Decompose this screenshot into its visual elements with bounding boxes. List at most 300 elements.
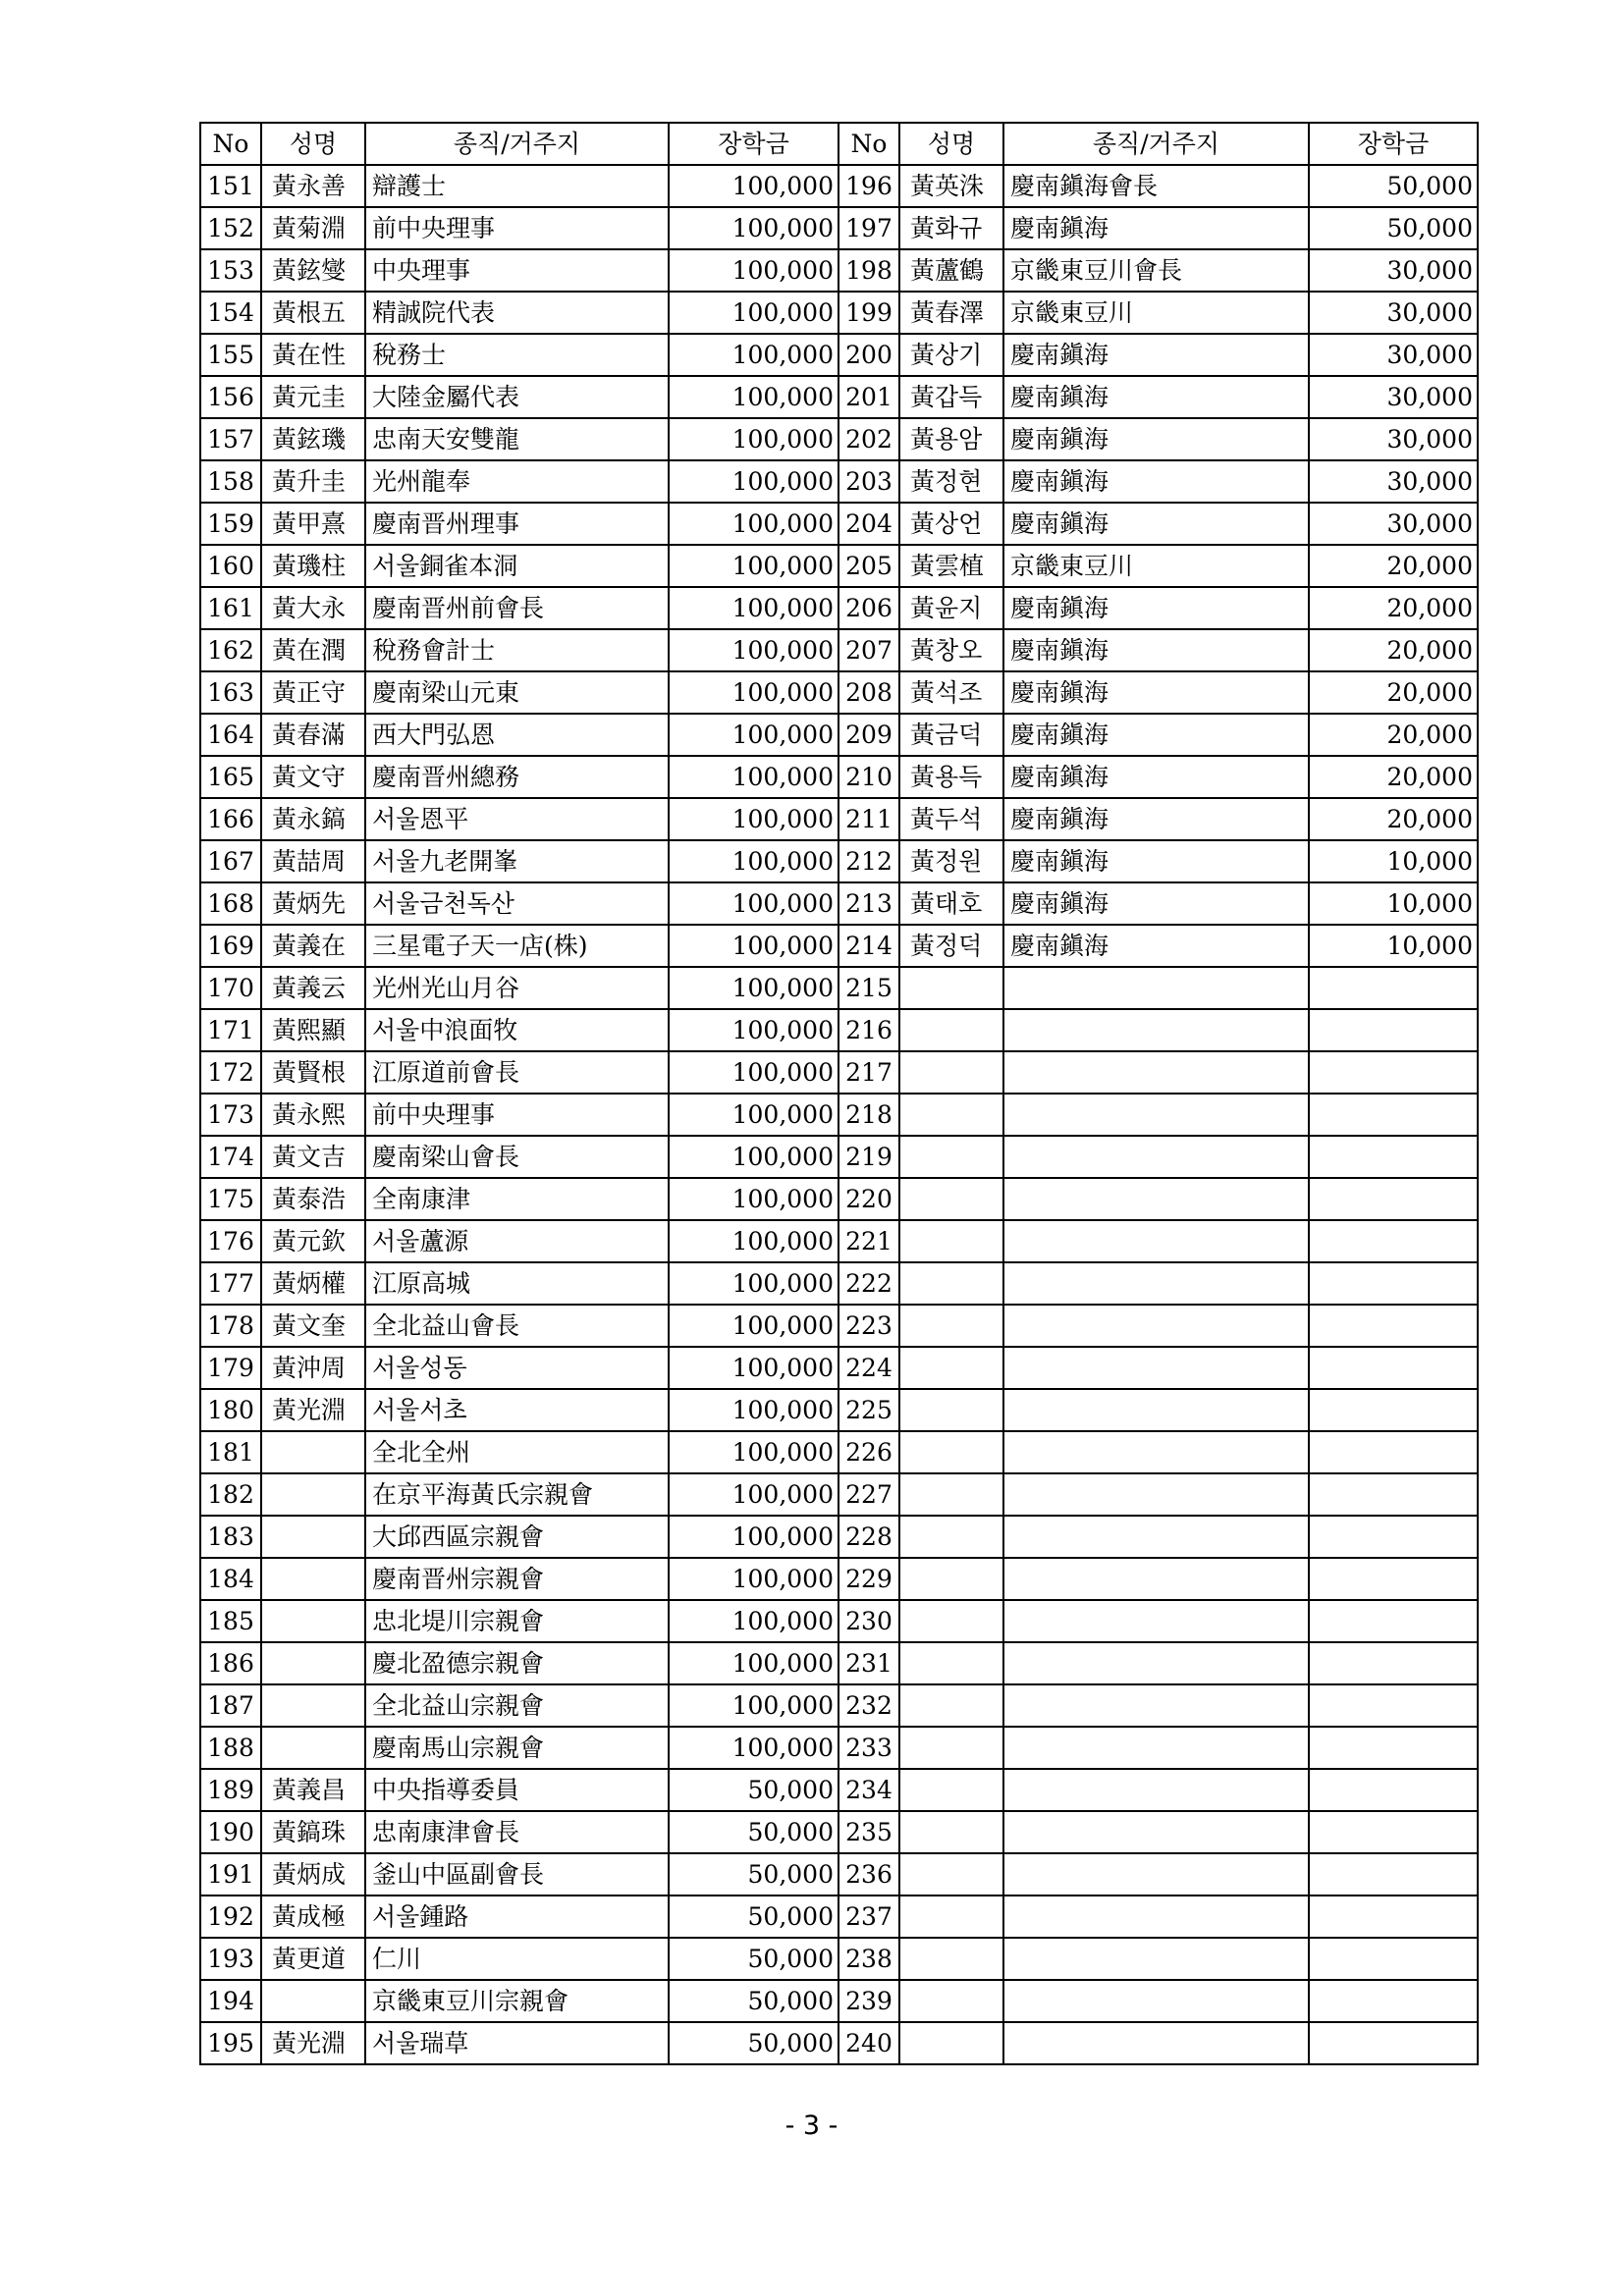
- left-name-cell: [261, 1727, 365, 1769]
- header-row: [200, 123, 1478, 165]
- left-name-cell: 黃文吉: [261, 1136, 365, 1178]
- right-no-cell: 214: [839, 925, 899, 967]
- right-no-cell: 208: [839, 671, 899, 714]
- right-no-cell: 235: [839, 1811, 899, 1853]
- right-name-cell: 黃정덕: [899, 925, 1003, 967]
- right-no-cell: 209: [839, 714, 899, 756]
- right-place-cell: [1003, 1516, 1309, 1558]
- left-amount-cell: 100,000: [669, 1305, 839, 1347]
- left-amount-cell: 100,000: [669, 1389, 839, 1431]
- left-amount-cell: 100,000: [669, 1516, 839, 1558]
- left-name-cell: 黃泰浩: [261, 1178, 365, 1220]
- left-amount-cell: 50,000: [669, 1980, 839, 2022]
- right-place-cell: 慶南鎭海: [1003, 587, 1309, 629]
- left-name-cell: 黃鎬珠: [261, 1811, 365, 1853]
- left-no-cell: 160: [200, 545, 261, 587]
- left-name-cell: 黃光淵: [261, 2022, 365, 2064]
- table-row: [200, 587, 1478, 629]
- right-amount-cell: 20,000: [1309, 629, 1478, 671]
- right-name-cell: [899, 1051, 1003, 1094]
- right-amount-cell: [1309, 2022, 1478, 2064]
- right-no-cell: 233: [839, 1727, 899, 1769]
- left-no-cell: 159: [200, 503, 261, 545]
- table-row: [200, 460, 1478, 503]
- left-name-cell: 黃大永: [261, 587, 365, 629]
- left-name-cell: 黃甲熹: [261, 503, 365, 545]
- right-name-cell: [899, 2022, 1003, 2064]
- right-amount-cell: [1309, 1178, 1478, 1220]
- table-row: [200, 1431, 1478, 1473]
- right-no-cell: 218: [839, 1094, 899, 1136]
- right-place-cell: 慶南鎭海: [1003, 207, 1309, 249]
- table-body: [200, 165, 1478, 2064]
- right-place-cell: 慶南鎭海: [1003, 503, 1309, 545]
- left-name-cell: 黃熙顯: [261, 1009, 365, 1051]
- right-no-cell: 231: [839, 1642, 899, 1684]
- right-place-cell: [1003, 1305, 1309, 1347]
- right-amount-cell: 30,000: [1309, 249, 1478, 292]
- right-amount-cell: [1309, 967, 1478, 1009]
- right-amount-cell: 50,000: [1309, 165, 1478, 207]
- left-no-cell: 192: [200, 1896, 261, 1938]
- left-amount-cell: 100,000: [669, 1136, 839, 1178]
- table-row: [200, 292, 1478, 334]
- right-place-cell: 慶南鎭海會長: [1003, 165, 1309, 207]
- right-no-cell: 236: [839, 1853, 899, 1896]
- left-place-cell: 忠南康津會長: [365, 1811, 669, 1853]
- left-no-cell: 172: [200, 1051, 261, 1094]
- left-amount-cell: 100,000: [669, 1473, 839, 1516]
- right-no-cell: 199: [839, 292, 899, 334]
- right-no-cell: 212: [839, 840, 899, 882]
- left-no-cell: 161: [200, 587, 261, 629]
- right-name-cell: [899, 1220, 1003, 1262]
- right-amount-cell: 20,000: [1309, 587, 1478, 629]
- right-place-cell: 慶南鎭海: [1003, 840, 1309, 882]
- left-no-cell: 178: [200, 1305, 261, 1347]
- right-name-cell: [899, 1516, 1003, 1558]
- left-amount-cell: 100,000: [669, 418, 839, 460]
- right-no-cell: 198: [839, 249, 899, 292]
- table-row: [200, 1009, 1478, 1051]
- left-name-cell: 黃根五: [261, 292, 365, 334]
- left-amount-cell: 100,000: [669, 292, 839, 334]
- right-name-cell: 黃蘆鶴: [899, 249, 1003, 292]
- right-place-cell: 慶南鎭海: [1003, 671, 1309, 714]
- right-no-cell: 222: [839, 1262, 899, 1305]
- right-name-cell: [899, 1811, 1003, 1853]
- right-name-cell: [899, 1938, 1003, 1980]
- left-name-cell: 黃元圭: [261, 376, 365, 418]
- left-place-cell: 在京平海黃氏宗親會: [365, 1473, 669, 1516]
- left-no-cell: 167: [200, 840, 261, 882]
- left-amount-cell: 100,000: [669, 207, 839, 249]
- table-row: [200, 334, 1478, 376]
- right-amount-cell: 30,000: [1309, 503, 1478, 545]
- left-name-cell: 黃璣柱: [261, 545, 365, 587]
- right-amount-cell: [1309, 1896, 1478, 1938]
- left-no-cell: 169: [200, 925, 261, 967]
- right-amount-cell: [1309, 1558, 1478, 1600]
- left-amount-cell: 100,000: [669, 840, 839, 882]
- left-no-cell: 158: [200, 460, 261, 503]
- right-place-cell: [1003, 1769, 1309, 1811]
- header-place: 종직/거주지: [1003, 123, 1309, 165]
- left-amount-cell: 100,000: [669, 460, 839, 503]
- right-name-cell: 黃석조: [899, 671, 1003, 714]
- left-amount-cell: 100,000: [669, 165, 839, 207]
- right-amount-cell: [1309, 1516, 1478, 1558]
- right-amount-cell: 30,000: [1309, 334, 1478, 376]
- left-amount-cell: 100,000: [669, 1642, 839, 1684]
- table-row: [200, 1516, 1478, 1558]
- left-amount-cell: 100,000: [669, 671, 839, 714]
- right-name-cell: [899, 1642, 1003, 1684]
- left-name-cell: [261, 1980, 365, 2022]
- right-amount-cell: 20,000: [1309, 798, 1478, 840]
- right-no-cell: 200: [839, 334, 899, 376]
- right-no-cell: 216: [839, 1009, 899, 1051]
- left-amount-cell: 100,000: [669, 756, 839, 798]
- left-name-cell: [261, 1642, 365, 1684]
- left-name-cell: 黃永熙: [261, 1094, 365, 1136]
- table-row: [200, 671, 1478, 714]
- right-place-cell: [1003, 1051, 1309, 1094]
- left-amount-cell: 100,000: [669, 1684, 839, 1727]
- right-no-cell: 217: [839, 1051, 899, 1094]
- right-place-cell: 慶南鎭海: [1003, 460, 1309, 503]
- left-name-cell: 黃炳先: [261, 882, 365, 925]
- right-no-cell: 237: [839, 1896, 899, 1938]
- left-place-cell: 稅務會計士: [365, 629, 669, 671]
- left-no-cell: 175: [200, 1178, 261, 1220]
- left-no-cell: 186: [200, 1642, 261, 1684]
- table-row: [200, 1811, 1478, 1853]
- left-place-cell: 全南康津: [365, 1178, 669, 1220]
- left-place-cell: 中央理事: [365, 249, 669, 292]
- left-name-cell: [261, 1431, 365, 1473]
- header-amount: 장학금: [1309, 123, 1478, 165]
- left-amount-cell: 100,000: [669, 1727, 839, 1769]
- right-name-cell: [899, 1727, 1003, 1769]
- right-name-cell: [899, 1178, 1003, 1220]
- left-amount-cell: 100,000: [669, 1178, 839, 1220]
- left-no-cell: 153: [200, 249, 261, 292]
- table-row: [200, 1473, 1478, 1516]
- left-no-cell: 163: [200, 671, 261, 714]
- right-name-cell: 黃英洙: [899, 165, 1003, 207]
- left-amount-cell: 100,000: [669, 1558, 839, 1600]
- left-no-cell: 182: [200, 1473, 261, 1516]
- table-row: [200, 925, 1478, 967]
- right-amount-cell: [1309, 1684, 1478, 1727]
- left-amount-cell: 100,000: [669, 882, 839, 925]
- right-no-cell: 221: [839, 1220, 899, 1262]
- left-place-cell: 서울瑞草: [365, 2022, 669, 2064]
- right-no-cell: 211: [839, 798, 899, 840]
- left-amount-cell: 50,000: [669, 1853, 839, 1896]
- left-name-cell: 黃義昌: [261, 1769, 365, 1811]
- table-row: [200, 1094, 1478, 1136]
- left-place-cell: 辯護士: [365, 165, 669, 207]
- right-place-cell: 京畿東豆川: [1003, 292, 1309, 334]
- right-place-cell: 慶南鎭海: [1003, 756, 1309, 798]
- left-no-cell: 179: [200, 1347, 261, 1389]
- table-row: [200, 1051, 1478, 1094]
- right-name-cell: [899, 1094, 1003, 1136]
- left-place-cell: 稅務士: [365, 334, 669, 376]
- right-amount-cell: [1309, 1094, 1478, 1136]
- left-name-cell: 黃春滿: [261, 714, 365, 756]
- right-place-cell: [1003, 1558, 1309, 1600]
- left-no-cell: 188: [200, 1727, 261, 1769]
- table-row: [200, 629, 1478, 671]
- left-place-cell: 中央指導委員: [365, 1769, 669, 1811]
- table-row: [200, 1220, 1478, 1262]
- right-name-cell: 黃태호: [899, 882, 1003, 925]
- left-place-cell: 仁川: [365, 1938, 669, 1980]
- right-place-cell: [1003, 1980, 1309, 2022]
- left-name-cell: 黃在性: [261, 334, 365, 376]
- right-place-cell: [1003, 1727, 1309, 1769]
- left-amount-cell: 100,000: [669, 503, 839, 545]
- left-amount-cell: 100,000: [669, 1094, 839, 1136]
- right-no-cell: 230: [839, 1600, 899, 1642]
- left-name-cell: 黃文奎: [261, 1305, 365, 1347]
- left-place-cell: 서울서초: [365, 1389, 669, 1431]
- right-place-cell: 慶南鎭海: [1003, 925, 1309, 967]
- left-no-cell: 185: [200, 1600, 261, 1642]
- table-row: [200, 1684, 1478, 1727]
- left-place-cell: 大陸金屬代表: [365, 376, 669, 418]
- right-name-cell: [899, 1262, 1003, 1305]
- left-name-cell: 黃元欽: [261, 1220, 365, 1262]
- table-row: [200, 840, 1478, 882]
- left-name-cell: [261, 1558, 365, 1600]
- right-amount-cell: [1309, 1431, 1478, 1473]
- left-no-cell: 166: [200, 798, 261, 840]
- left-no-cell: 195: [200, 2022, 261, 2064]
- right-place-cell: [1003, 1853, 1309, 1896]
- right-amount-cell: [1309, 1347, 1478, 1389]
- table-row: [200, 1896, 1478, 1938]
- left-place-cell: 光州光山月谷: [365, 967, 669, 1009]
- right-place-cell: [1003, 1431, 1309, 1473]
- table-row: [200, 1600, 1478, 1642]
- right-no-cell: 227: [839, 1473, 899, 1516]
- right-no-cell: 219: [839, 1136, 899, 1178]
- left-amount-cell: 100,000: [669, 967, 839, 1009]
- right-amount-cell: [1309, 1642, 1478, 1684]
- left-place-cell: 大邱西區宗親會: [365, 1516, 669, 1558]
- right-place-cell: 京畿東豆川會長: [1003, 249, 1309, 292]
- right-name-cell: [899, 1431, 1003, 1473]
- left-no-cell: 156: [200, 376, 261, 418]
- right-place-cell: [1003, 2022, 1309, 2064]
- left-place-cell: 서울금천독산: [365, 882, 669, 925]
- table-row: [200, 165, 1478, 207]
- table-row: [200, 1727, 1478, 1769]
- left-name-cell: 黃義在: [261, 925, 365, 967]
- left-name-cell: 黃文守: [261, 756, 365, 798]
- left-no-cell: 164: [200, 714, 261, 756]
- right-name-cell: 黃두석: [899, 798, 1003, 840]
- left-place-cell: 서울九老開峯: [365, 840, 669, 882]
- table-row: [200, 1178, 1478, 1220]
- left-amount-cell: 100,000: [669, 1009, 839, 1051]
- left-amount-cell: 50,000: [669, 1769, 839, 1811]
- left-place-cell: 前中央理事: [365, 1094, 669, 1136]
- table-row: [200, 1347, 1478, 1389]
- left-place-cell: 慶南晋州總務: [365, 756, 669, 798]
- left-place-cell: 三星電子天一店(株): [365, 925, 669, 967]
- left-no-cell: 191: [200, 1853, 261, 1896]
- right-no-cell: 210: [839, 756, 899, 798]
- left-place-cell: 서울恩平: [365, 798, 669, 840]
- table-row: [200, 1853, 1478, 1896]
- left-name-cell: 黃菊淵: [261, 207, 365, 249]
- right-amount-cell: 20,000: [1309, 545, 1478, 587]
- right-amount-cell: 20,000: [1309, 671, 1478, 714]
- table-row: [200, 1136, 1478, 1178]
- left-no-cell: 165: [200, 756, 261, 798]
- left-amount-cell: 100,000: [669, 376, 839, 418]
- right-amount-cell: [1309, 1600, 1478, 1642]
- right-no-cell: 204: [839, 503, 899, 545]
- left-name-cell: [261, 1473, 365, 1516]
- left-no-cell: 193: [200, 1938, 261, 1980]
- right-amount-cell: 30,000: [1309, 376, 1478, 418]
- right-no-cell: 228: [839, 1516, 899, 1558]
- left-name-cell: 黃在潤: [261, 629, 365, 671]
- left-no-cell: 168: [200, 882, 261, 925]
- left-name-cell: 黃永善: [261, 165, 365, 207]
- right-no-cell: 213: [839, 882, 899, 925]
- right-amount-cell: 20,000: [1309, 714, 1478, 756]
- left-no-cell: 181: [200, 1431, 261, 1473]
- left-place-cell: 全北益山會長: [365, 1305, 669, 1347]
- right-no-cell: 205: [839, 545, 899, 587]
- right-name-cell: 黃용암: [899, 418, 1003, 460]
- left-place-cell: 前中央理事: [365, 207, 669, 249]
- left-no-cell: 189: [200, 1769, 261, 1811]
- table-row: [200, 1980, 1478, 2022]
- left-place-cell: 서울성동: [365, 1347, 669, 1389]
- left-name-cell: 黃永鎬: [261, 798, 365, 840]
- left-amount-cell: 50,000: [669, 1896, 839, 1938]
- right-place-cell: 慶南鎭海: [1003, 629, 1309, 671]
- left-place-cell: 慶南馬山宗親會: [365, 1727, 669, 1769]
- left-name-cell: [261, 1684, 365, 1727]
- left-no-cell: 174: [200, 1136, 261, 1178]
- right-no-cell: 196: [839, 165, 899, 207]
- right-place-cell: 慶南鎭海: [1003, 418, 1309, 460]
- right-amount-cell: [1309, 1009, 1478, 1051]
- right-name-cell: 黃정원: [899, 840, 1003, 882]
- left-amount-cell: 100,000: [669, 334, 839, 376]
- right-name-cell: [899, 1558, 1003, 1600]
- left-amount-cell: 100,000: [669, 1220, 839, 1262]
- right-place-cell: [1003, 1262, 1309, 1305]
- left-no-cell: 184: [200, 1558, 261, 1600]
- left-place-cell: 忠北堤川宗親會: [365, 1600, 669, 1642]
- table-row: [200, 967, 1478, 1009]
- right-no-cell: 206: [839, 587, 899, 629]
- left-name-cell: 黃義云: [261, 967, 365, 1009]
- right-amount-cell: [1309, 1389, 1478, 1431]
- right-amount-cell: 10,000: [1309, 882, 1478, 925]
- left-name-cell: 黃鉉燮: [261, 249, 365, 292]
- table-row: [200, 1389, 1478, 1431]
- right-place-cell: [1003, 1178, 1309, 1220]
- table-row: [200, 503, 1478, 545]
- left-no-cell: 157: [200, 418, 261, 460]
- right-no-cell: 224: [839, 1347, 899, 1389]
- table-row: [200, 418, 1478, 460]
- right-name-cell: 黃상기: [899, 334, 1003, 376]
- table-row: [200, 1769, 1478, 1811]
- table-row: [200, 714, 1478, 756]
- right-amount-cell: [1309, 1980, 1478, 2022]
- right-place-cell: [1003, 1938, 1309, 1980]
- right-place-cell: 慶南鎭海: [1003, 882, 1309, 925]
- left-place-cell: 서울鍾路: [365, 1896, 669, 1938]
- right-name-cell: [899, 1389, 1003, 1431]
- left-amount-cell: 100,000: [669, 1262, 839, 1305]
- header-name: 성명: [899, 123, 1003, 165]
- right-no-cell: 197: [839, 207, 899, 249]
- left-amount-cell: 100,000: [669, 1600, 839, 1642]
- left-no-cell: 173: [200, 1094, 261, 1136]
- left-name-cell: 黃炳權: [261, 1262, 365, 1305]
- table-row: [200, 249, 1478, 292]
- table-row: [200, 1305, 1478, 1347]
- table-row: [200, 1558, 1478, 1600]
- header-no: No: [839, 123, 899, 165]
- left-name-cell: 黃賢根: [261, 1051, 365, 1094]
- header-name: 성명: [261, 123, 365, 165]
- left-amount-cell: 100,000: [669, 587, 839, 629]
- right-amount-cell: 10,000: [1309, 925, 1478, 967]
- left-name-cell: 黃沖周: [261, 1347, 365, 1389]
- right-amount-cell: [1309, 1473, 1478, 1516]
- right-no-cell: 226: [839, 1431, 899, 1473]
- right-name-cell: [899, 1600, 1003, 1642]
- right-name-cell: 黃春澤: [899, 292, 1003, 334]
- left-no-cell: 151: [200, 165, 261, 207]
- right-name-cell: 黃금덕: [899, 714, 1003, 756]
- right-name-cell: 黃雲植: [899, 545, 1003, 587]
- left-amount-cell: 100,000: [669, 798, 839, 840]
- right-amount-cell: 20,000: [1309, 756, 1478, 798]
- left-name-cell: 黃正守: [261, 671, 365, 714]
- right-amount-cell: [1309, 1220, 1478, 1262]
- right-place-cell: [1003, 1642, 1309, 1684]
- left-name-cell: 黃升圭: [261, 460, 365, 503]
- right-place-cell: [1003, 967, 1309, 1009]
- table-row: [200, 376, 1478, 418]
- left-place-cell: 慶南晋州宗親會: [365, 1558, 669, 1600]
- right-amount-cell: 50,000: [1309, 207, 1478, 249]
- right-no-cell: 202: [839, 418, 899, 460]
- right-name-cell: 黃창오: [899, 629, 1003, 671]
- header-place: 종직/거주지: [365, 123, 669, 165]
- header-no: No: [200, 123, 261, 165]
- right-place-cell: [1003, 1009, 1309, 1051]
- right-no-cell: 232: [839, 1684, 899, 1727]
- right-name-cell: [899, 1473, 1003, 1516]
- left-amount-cell: 100,000: [669, 1051, 839, 1094]
